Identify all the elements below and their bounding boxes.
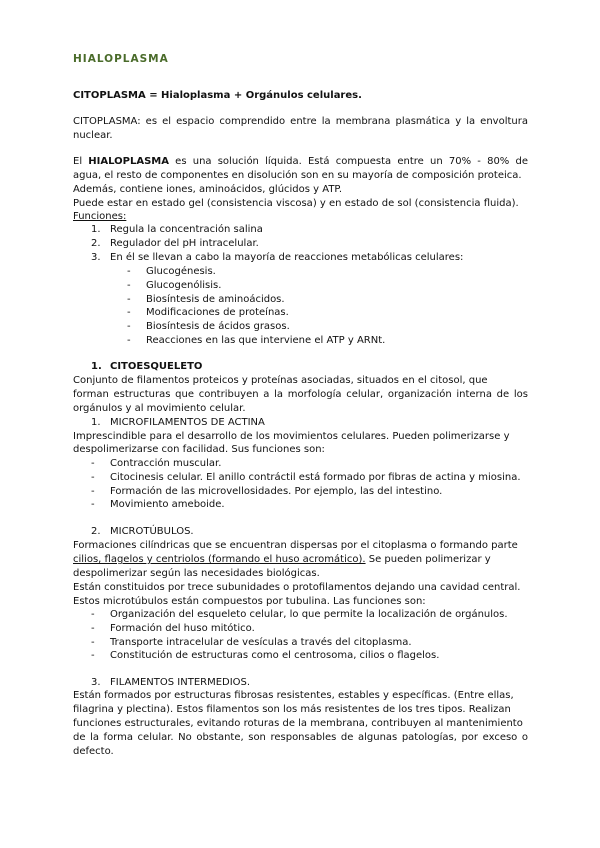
definition-line: CITOPLASMA: es el espacio comprendido entre la membrana plasmática y la envoltura	[73, 116, 528, 127]
dash-bullet: -	[91, 472, 95, 483]
text-span: Se pueden polimerizar y	[365, 554, 491, 565]
list-item: Contracción muscular.	[110, 458, 222, 469]
dash-bullet: -	[91, 609, 95, 620]
paragraph-line: orgánulos y al movimiento celular.	[73, 403, 246, 414]
list-item: Reacciones en las que interviene el ATP y ARNt.	[146, 335, 386, 346]
list-item: Movimiento ameboide.	[110, 499, 225, 510]
section-title-citoesqueleto: CITOESQUELETO	[110, 361, 203, 372]
paragraph-line: Estos microtúbulos están compuestos por tubulina. Las funciones son:	[73, 596, 426, 607]
heading-equation: CITOPLASMA = Hialoplasma + Orgánulos celulares.	[73, 90, 362, 101]
list-item: Formación de las microvellosidades. Por ejemplo, las del intestino.	[110, 486, 443, 497]
paragraph-line: Imprescindible para el desarrollo de los movimientos celulares. Pueden polimerizarse y	[73, 431, 510, 442]
paragraph-line: Conjunto de filamentos proteicos y proteínas asociadas, situados en el citosol, que	[73, 375, 488, 386]
paragraph-line: forman estructuras que contribuyen a la morfología celular, organización interna de los	[73, 389, 528, 400]
section-number: 1.	[91, 361, 102, 372]
dash-bullet: -	[91, 499, 95, 510]
section-number: 3.	[91, 677, 101, 688]
list-item: Constitución de estructuras como el centrosoma, cilios o flagelos.	[110, 650, 440, 661]
dash-bullet: -	[127, 280, 131, 291]
list-number: 1.	[91, 224, 101, 235]
list-item: Biosíntesis de ácidos grasos.	[146, 321, 290, 332]
hialoplasma-term: HIALOPLASMA	[88, 156, 169, 167]
paragraph-line: filagrina y plectina). Estos filamentos son los más resistentes de los tres tipos. Realizan	[73, 704, 511, 715]
section-title-microtubulos: MICROTÚBULOS.	[110, 526, 194, 537]
dash-bullet: -	[127, 307, 131, 318]
list-item: Glucogénesis.	[146, 266, 216, 277]
text-span: El	[73, 156, 89, 167]
paragraph-line: de la forma celular. No obstante, son responsables de algunas patologías, por exceso o	[73, 732, 528, 743]
dash-bullet: -	[127, 321, 131, 332]
paragraph-line: Puede estar en estado gel (consistencia viscosa) y en estado de sol (consistencia fluida).	[73, 198, 519, 209]
section-number: 2.	[91, 526, 101, 537]
funciones-label: Funciones:	[73, 211, 127, 222]
dash-bullet: -	[127, 335, 131, 346]
paragraph-line: Están constituidos por trece subunidades o protofilamentos dejando una cavidad central.	[73, 582, 521, 593]
list-number: 3.	[91, 252, 101, 263]
paragraph-line: Están formados por estructuras fibrosas resistentes, estables y específicas. (Entre ellas,	[73, 690, 514, 701]
paragraph-line: Formaciones cilíndricas que se encuentran dispersas por el citoplasma o formando parte	[73, 540, 518, 551]
dash-bullet: -	[91, 486, 95, 497]
section-number: 1.	[91, 417, 101, 428]
list-item: Biosíntesis de aminoácidos.	[146, 294, 285, 305]
list-item: Regula la concentración salina	[110, 224, 263, 235]
list-item: Modificaciones de proteínas.	[146, 307, 289, 318]
underlined-phrase: cilios, flagelos y centriolos (formando el huso acromático).	[73, 554, 366, 565]
dash-bullet: -	[127, 266, 131, 277]
definition-line: nuclear.	[73, 130, 113, 141]
paragraph-line: defecto.	[73, 746, 114, 757]
dash-bullet: -	[91, 637, 95, 648]
list-item: Transporte intracelular de vesículas a través del citoplasma.	[110, 637, 412, 648]
list-item: Regulador del pH intracelular.	[110, 238, 259, 249]
paragraph-line: despolimerizar según las necesidades biológicas.	[73, 568, 320, 579]
paragraph-line: despolimerizarse con facilidad. Sus funciones son:	[73, 444, 325, 455]
list-item: En él se llevan a cabo la mayoría de reacciones metabólicas celulares:	[110, 252, 464, 263]
section-title-actina: MICROFILAMENTOS DE ACTINA	[110, 417, 265, 428]
page-title: HIALOPLASMA	[73, 53, 169, 65]
dash-bullet: -	[91, 458, 95, 469]
paragraph-line: agua, el resto de componentes en disolución son en su mayoría de composición proteica.	[73, 170, 522, 181]
list-item: Citocinesis celular. El anillo contráctil está formado por fibras de actina y miosina.	[110, 472, 521, 483]
paragraph-line: funciones estructurales, evitando roturas de la membrana, contribuyen al mantenimiento	[73, 718, 523, 729]
dash-bullet: -	[127, 294, 131, 305]
list-item: Formación del huso mitótico.	[110, 623, 255, 634]
text-span: es una solución líquida. Está compuesta entre un 70% - 80% de	[168, 156, 528, 167]
dash-bullet: -	[91, 623, 95, 634]
paragraph-line	[73, 554, 491, 565]
list-item: Organización del esqueleto celular, lo que permite la localización de orgánulos.	[110, 609, 508, 620]
dash-bullet: -	[91, 650, 95, 661]
list-item: Glucogenólisis.	[146, 280, 222, 291]
hialoplasma-line	[73, 156, 528, 167]
list-number: 2.	[91, 238, 101, 249]
paragraph-line: Además, contiene iones, aminoácidos, glúcidos y ATP.	[73, 184, 343, 195]
section-title-intermedios: FILAMENTOS INTERMEDIOS.	[110, 677, 251, 688]
